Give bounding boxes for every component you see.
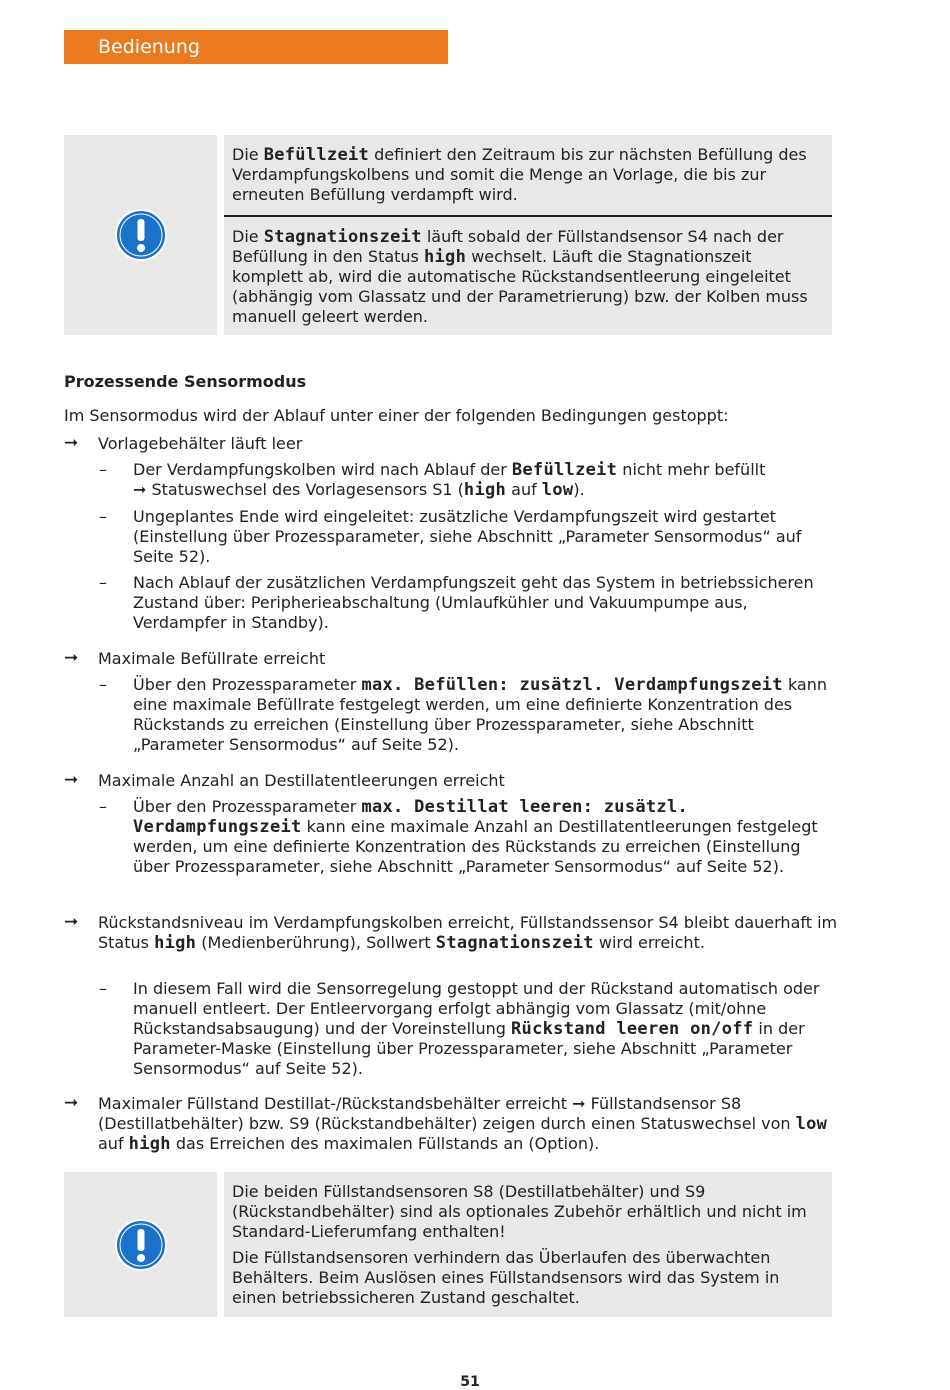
arrow-icon: ➞ (64, 648, 79, 668)
arrow-icon: ➞ (64, 433, 79, 453)
note-text-cell (224, 135, 832, 335)
param-befuellzeit: Befüllzeit (263, 145, 370, 165)
exclamation-circle-icon (114, 208, 168, 262)
status-high: high (423, 247, 467, 267)
dash-marker: – (99, 460, 107, 479)
dash-marker: – (99, 507, 107, 526)
sub-list-item: Nach Ablauf der zusätzlichen Verdampfungszeit geht das System in betriebssicheren Zustand über: Peripherieabschaltung (Umlaufkühler und Vakuumpumpe aus, Verdampfer in Standby). (133, 573, 814, 632)
list-item: Vorlagebehälter läuft leer (98, 434, 303, 453)
sub-list-item: Über den Prozessparameter max. Destillat leeren: zusätzl. Verdampfungszeit kann eine maximale Anzahl an Destillatentleerungen festgelegt werden, um eine definierte Konzentration des Rückstands zu erreichen (Einstellung über Prozessparameter, siehe Abschnitt „Parameter Sensormodus“ auf Seite 52). (133, 797, 818, 876)
list-item: Rückstandsniveau im Verdampfungskolben erreicht, Füllstandssensor S4 bleibt dauerhaft im Status high (Medienberührung), Sollwert Stagnationszeit wird erreicht. (98, 913, 838, 953)
arrow-icon: ➞ (64, 1093, 79, 1113)
dash-marker: – (99, 797, 107, 816)
list-item: Maximaler Füllstand Destillat-/Rückstandsbehälter erreicht ➞ Füllstandsensor S8 (Destillatbehälter) bzw. S9 (Rückstandbehälter) zeigen durch einen Statuswechsel von low auf high das Erreichen des maximalen Füllstands an (Option). (98, 1094, 828, 1154)
note-box-2 (64, 1172, 832, 1317)
note-box-1 (64, 135, 832, 335)
section-intro: Im Sensormodus wird der Ablauf unter einer der folgenden Bedingungen gestoppt: (64, 406, 729, 425)
page-number: 51 (460, 1374, 480, 1390)
param-stagnationszeit: Stagnationszeit (263, 227, 422, 247)
sub-list-item: Ungeplantes Ende wird eingeleitet: zusätzliche Verdampfungszeit wird gestartet (Einstellung über Prozessparameter, siehe Abschnitt „Parameter Sensormodus“ auf Seite 52). (133, 507, 802, 566)
note-icon-cell (64, 1172, 217, 1317)
list-item: Maximale Befüllrate erreicht (98, 649, 326, 668)
chapter-header (64, 30, 448, 64)
list-item: Maximale Anzahl an Destillatentleerungen erreicht (98, 771, 505, 790)
sub-list-item: Über den Prozessparameter max. Befüllen: zusätzl. Verdampfungszeit kann eine maximale Befüllrate festgelegt werden, um eine definierte Konzentration des Rückstands zu erreichen (Einstellung über Prozessparameter, siehe Abschnitt „Parameter Sensormodus“ auf Seite 52). (133, 675, 828, 754)
exclamation-circle-icon (114, 1218, 168, 1272)
arrow-icon: ➞ (64, 912, 79, 932)
note-icon-cell (64, 135, 217, 335)
sub-list-item: In diesem Fall wird die Sensorregelung gestoppt und der Rückstand automatisch oder manuell entleert. Der Entleervorgang erfolgt abhängig vom Glassatz (mit/ohne Rückstandsabsaugung) und der Voreinstellung Rückstand leeren on/off in der Parameter-Maske (Einstellung über Prozessparameter, siehe Abschnitt „Parameter Sensormodus“ auf Seite 52). (133, 979, 820, 1078)
note-text-cell (224, 1172, 832, 1317)
note-paragraph: Die Füllstandsensoren verhindern das Überlaufen des überwachten Behälters. Beim Auslösen eines Füllstandsensors wird das System in einen betriebssicheren Zustand geschaltet. (232, 1248, 780, 1307)
note-paragraph: Die beiden Füllstandsensoren S8 (Destillatbehälter) und S9 (Rückstandbehälter) sind als optionales Zubehör erhältlich und nicht im Standard-Lieferumfang enthalten! (232, 1182, 807, 1241)
dash-marker: – (99, 573, 107, 592)
dash-marker: – (99, 675, 107, 694)
chapter-title: Bedienung (98, 36, 200, 58)
note-paragraph: Die Befüllzeit definiert den Zeitraum bis zur nächsten Befüllung des Verdampfungskolbens und somit die Menge an Vorlage, die bis zur erneuten Befüllung verdampft wird. (232, 145, 807, 204)
arrow-icon: ➞ (64, 770, 79, 790)
section-title: Prozessende Sensormodus (64, 372, 307, 391)
dash-marker: – (99, 979, 107, 998)
sub-list-item: Der Verdampfungskolben wird nach Ablauf der Befüllzeit nicht mehr befüllt ➞ Statuswechsel des Vorlagesensors S1 (high auf low). (133, 460, 766, 500)
note-paragraph: Die Stagnationszeit läuft sobald der Füllstandsensor S4 nach der Befüllung in den Status high wechselt. Läuft die Stagnationszeit komplett ab, wird die automatische Rückstandsentleerung eingeleitet (abhängig vom Glassatz und der Parametrierung) bzw. der Kolben muss manuell geleert werden. (232, 227, 808, 326)
